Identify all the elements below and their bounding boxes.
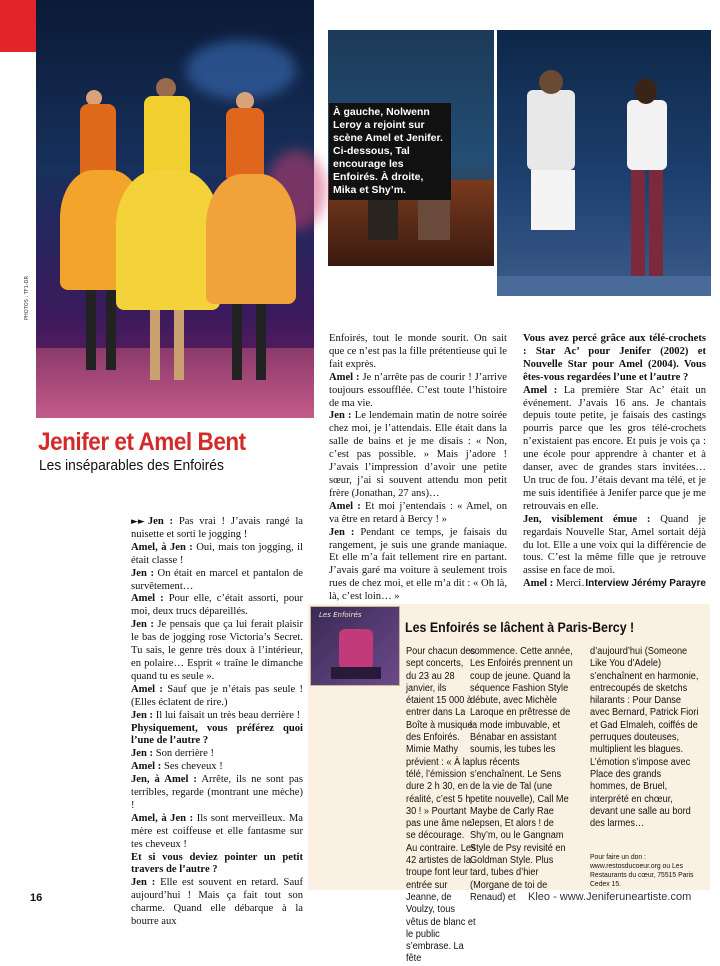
speaker-text: Je pensais que ça lui ferait plaisir le bas de jogging rose Victoria’s Secret. Tu sais, le genre très doux à l’intérieur, en polaire… Esprit « traîne le dimanche quand tu es seule ». xyxy=(131,619,303,682)
speaker-text: Elle est souvent en retard. Sauf aujourd’hui ! Mais ça fait tout son charme. Quand elle débarque à la bourre aux xyxy=(131,877,303,928)
speaker-label: Amel, à Jen : xyxy=(131,812,194,824)
speaker-label: Jen, à Amel : xyxy=(131,774,197,786)
interview-paragraph xyxy=(131,568,303,594)
subheadline: Les inséparables des Enfoirés xyxy=(39,457,224,474)
speaker-label: Jen, visiblement émue : xyxy=(523,513,651,525)
interview-column-3 xyxy=(523,333,706,591)
speaker-text: La première Star Ac’ était un événement. J’avais 16 ans. Je chantais depuis toute petite, je faisais des castings pourris parce que les gros télé-crochets n’existaient pas encore. Et puis je vois ça : une école pour apprendre à chanter et à danser, avec de grandes stars invitées… Un truc de fou. J’étais devant ma télé, et je me suis identifiée à Jenifer parce que je me retrouvais en elle. xyxy=(523,384,707,512)
mika-shym-photo xyxy=(497,30,711,296)
speaker-label: Amel : xyxy=(131,683,163,695)
speaker-text: Enfoirés, tout le monde sourit. On sait que ce n’est pas la fille prétentieuse qui le fait exprès. xyxy=(329,333,507,370)
interview-paragraph xyxy=(131,516,303,542)
interview-paragraph xyxy=(131,877,303,929)
footer-credit: Kleo - www.Jeniferuneartiste.com xyxy=(528,891,692,903)
photo-credit: PHOTOS : TF1-DR xyxy=(24,276,30,320)
speaker-label: Vous avez percé grâce aux télé-crochets : Star Ac’ pour Jenifer (2002) et Nouvelle Star pour Amel (2004). Vous êtes-vous regardées l’une et l’autre ? xyxy=(523,333,706,383)
speaker-text: Le lendemain matin de notre soirée chez moi, je l’attendais. Elle était dans la salle de bains et je me disais : « Non, c’est pas possible. » Mais j’adore ! J’avais l’impression d’avoir une petite sœur, j’ai si souvent attendu mon petit frère (Jonathan, 27 ans)… xyxy=(329,410,507,499)
speaker-text: Ses cheveux ! xyxy=(161,761,223,773)
speaker-text: Quand je regardais Nouvelle Star, Amel sortait déjà du lot. Elle a une voix qui la différencie de tous. C’est la même fille que je retrouve assise en face de moi. xyxy=(523,513,706,577)
speaker-label: Jen : xyxy=(131,619,154,631)
interview-paragraph xyxy=(523,333,706,385)
interview-paragraph xyxy=(523,385,706,514)
speaker-label: Amel : xyxy=(131,593,164,605)
interview-paragraph xyxy=(131,723,303,749)
arrow-icon: ►► xyxy=(131,517,145,527)
speaker-text: Merci… xyxy=(553,578,592,590)
speaker-label: Jen : xyxy=(329,410,352,422)
speaker-label: Jen : xyxy=(131,748,154,760)
speaker-label: Amel : xyxy=(523,384,558,396)
speaker-label: Amel, à Jen : xyxy=(131,541,193,553)
speaker-text: Arrête, ils ne sont pas terribles, regarde (montrant une mèche) ! xyxy=(131,774,303,811)
photo-caption: À gauche, Nolwenn Leroy a rejoint sur scène Amel et Jenifer. Ci-dessous, Tal encourage les Enfoirés. À droite, Mika et Shy’m. xyxy=(329,103,451,200)
speaker-text: Pendant ce temps, je faisais du rangement, je suis une grande maniaque. Et elle m’a fait tellement rire en partant. J’avais garé ma voiture à seulement trois rues de chez moi, et elle m’a dit : « Oh là, là, c’est loin… » xyxy=(329,526,507,603)
speaker-text: Il lui faisait un très beau derrière ! xyxy=(153,709,301,721)
box-column-1: Pour chacun des sept concerts, du 23 au 28 janvier, ils étaient 15 000 à entrer dans La Boîte à musique des Enfoirés. Mimie Mathy prévient : « À la télé, l’émission dure 2 h 30, en réalité, c’est 5 h 30 ! » Pourtant pas une âme ne se décourage. Au contraire. Les 42 artistes de la troupe font leur entrée sur Jeanne, de Voulzy, tous vêtus de blanc et le public s’embrase. La fête xyxy=(406,646,476,965)
speaker-label: Amel : xyxy=(523,578,554,590)
speaker-label: Jen : xyxy=(131,567,154,579)
interview-paragraph xyxy=(329,410,507,500)
interview-paragraph xyxy=(131,748,303,761)
interview-column-2 xyxy=(329,333,507,604)
speaker-text: Pas vrai ! J’avais rangé la nuisette et sorti le jogging ! xyxy=(131,516,303,540)
speaker-text: Oui, mais ton jogging, il était classe ! xyxy=(131,541,303,566)
speaker-label: Amel : xyxy=(329,371,360,383)
interview-paragraph xyxy=(131,852,303,878)
interview-paragraph xyxy=(523,514,706,579)
interview-paragraph xyxy=(329,372,507,411)
interview-paragraph xyxy=(329,527,507,604)
speaker-label: Amel : xyxy=(131,761,162,773)
main-photo xyxy=(36,0,314,418)
speaker-text: Et moi j’entendais : « Amel, on va être en retard à Bercy ! » xyxy=(329,500,507,525)
speaker-label: Jen : xyxy=(147,516,174,527)
headline: Jenifer et Amel Bent xyxy=(38,428,246,456)
speaker-text: Pour elle, c’était assorti, pour moi, deux trucs dépareillés. xyxy=(131,593,303,618)
box-title: Les Enfoirés se lâchent à Paris-Bercy ! xyxy=(405,620,635,635)
interview-paragraph xyxy=(131,813,303,852)
interview-paragraph xyxy=(329,333,507,372)
page-number: 16 xyxy=(30,892,43,904)
speaker-text: On était en marcel et pantalon de survêtement… xyxy=(131,567,303,592)
interview-paragraph xyxy=(131,593,303,619)
box-column-2b: commence. Cette année, Les Enfoirés prennent un coup de jeune. Quand la séquence Fashion Style débute, avec Michèle Laroque en prêtresse de la mode imbuvable, et Bénabar en assistant soumis, les tubes les plus récents s’enchaînent. Le Sens de la vie de Tal (une petite nouvelle), Call Me Maybe de Carly Rae Jepsen, Et alors ! de Shy’m, ou le Gangnam Style de Psy revisité en Goldman Style. Plus tard, tubes d’hier (Morgane de toi de Renaud) et xyxy=(470,646,573,903)
speaker-label: Jen : xyxy=(131,877,156,889)
dvd-label: Les Enfoirés xyxy=(319,611,362,619)
speaker-label: Et si vous deviez pointer un petit travers de l’autre ? xyxy=(131,851,303,876)
interview-column-1 xyxy=(131,516,303,929)
speaker-label: Jen : xyxy=(131,709,154,721)
interview-paragraph xyxy=(329,501,507,527)
speaker-label: Jen : xyxy=(329,526,355,538)
speaker-label: Amel : xyxy=(329,500,361,512)
speaker-text: Son derrière ! xyxy=(153,748,214,760)
interview-paragraph xyxy=(131,774,303,813)
speaker-text: Ils sont merveilleux. Ma mère est coiffeuse et elle fantasme sur tes cheveux ! xyxy=(131,812,303,850)
interview-paragraph xyxy=(131,710,303,723)
dvd-cover xyxy=(310,606,400,686)
interview-paragraph xyxy=(131,684,303,710)
interview-paragraph xyxy=(131,542,303,568)
interview-paragraph xyxy=(131,619,303,684)
interview-signature: Interview Jérémy Parayre xyxy=(585,578,706,589)
speaker-text: Sauf que je n’étais pas seule ! (Elles éclatent de rire.) xyxy=(131,683,304,708)
box-column-3: d’aujourd’hui (Someone Like You d’Adele) s’enchaînent en harmonie, entrecoupés de sketchs hilarants : Pour Danse avec Bernard, Patrick Fiori et Gad Elmaleh, coiffés de perruques douteuses, multiplient les blagues. L’émotion s’impose avec Place des grands hommes, de Bruel, interprété en chœur, devant une salle au bord des larmes… xyxy=(590,646,699,830)
speaker-label: Physiquement, vous préférez quoi l’une de l’autre ? xyxy=(131,722,303,747)
donation-note: Pour faire un don : www.restosducoeur.org ou Les Restaurants du cœur, 75515 Paris Cedex 15. xyxy=(590,852,694,888)
speaker-text: Je n’arrête pas de courir ! J’arrive toujours essoufflée. C’est toute l’histoire de ma vie. xyxy=(329,371,507,409)
interview-paragraph xyxy=(131,761,303,774)
